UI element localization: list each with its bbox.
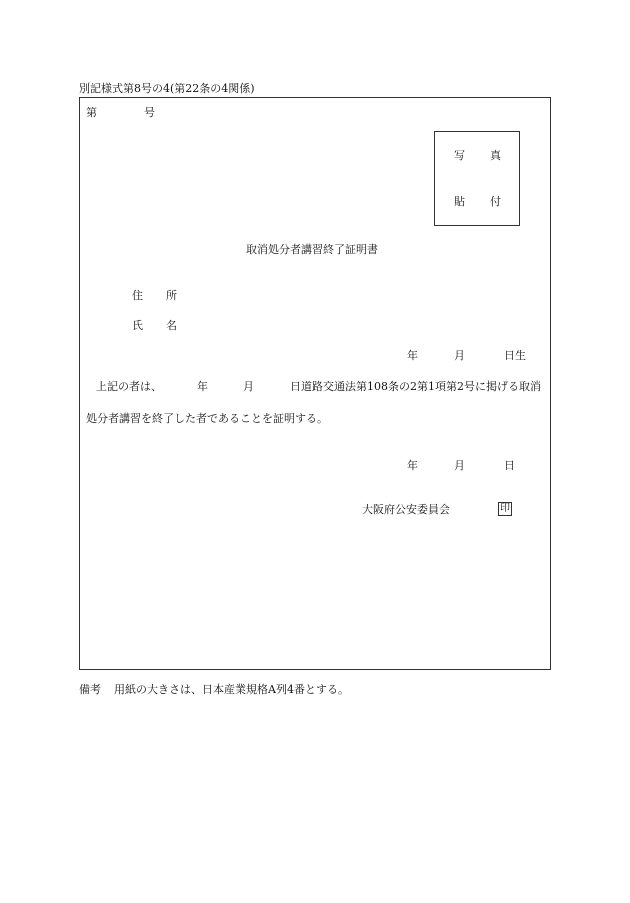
body-line1-start: 上記の者は、	[96, 380, 162, 393]
name-label-shi: 氏	[132, 319, 143, 332]
address-label-sho: 所	[166, 289, 177, 302]
photo-label-sha: 写	[454, 149, 465, 162]
body-line2: 処分者講習を終了した者であることを証明する。	[86, 412, 328, 425]
photo-label-fu: 付	[490, 195, 501, 208]
photo-label-shin: 真	[490, 149, 501, 162]
footer-note-text: 用紙の大きさは、日本産業規格A列4番とする。	[114, 683, 349, 696]
issue-year: 年	[407, 459, 418, 472]
number-dai: 第	[86, 106, 97, 119]
body-line1-year: 年	[197, 380, 208, 393]
number-gou: 号	[144, 106, 155, 119]
form-reference: 別記様式第8号の4(第22条の4関係)	[79, 82, 255, 95]
photo-box	[434, 131, 520, 226]
birth-day: 日生	[504, 349, 526, 362]
issue-day: 日	[504, 459, 515, 472]
photo-label-chou: 貼	[454, 195, 465, 208]
birth-year: 年	[407, 349, 418, 362]
issue-month: 月	[454, 459, 465, 472]
document-title: 取消処分者講習終了証明書	[246, 243, 378, 256]
body-line1-month: 月	[243, 380, 254, 393]
issuer-name: 大阪府公安委員会	[362, 503, 450, 516]
address-label-ju: 住	[132, 289, 143, 302]
name-label-mei: 名	[166, 319, 177, 332]
birth-month: 月	[454, 349, 465, 362]
seal-mark: 印	[500, 503, 510, 514]
body-line1-end: 日道路交通法第108条の2第1項第2号に掲げる取消	[290, 380, 541, 393]
footer-note-label: 備考	[79, 683, 101, 696]
